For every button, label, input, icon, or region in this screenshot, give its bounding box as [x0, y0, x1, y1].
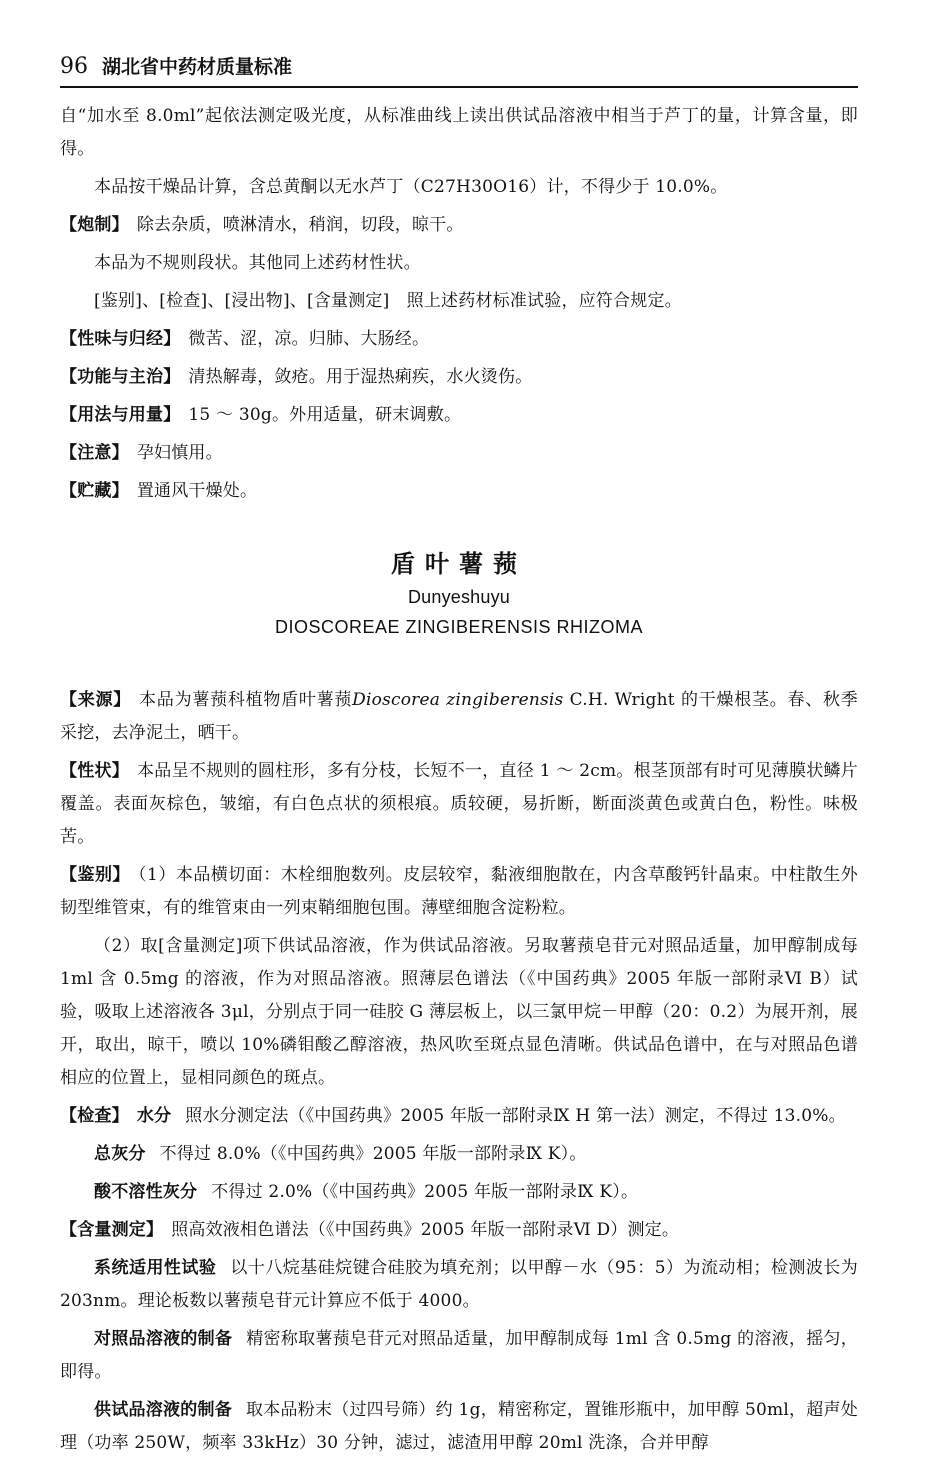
subsection-zonghui — [60, 1138, 858, 1171]
section-label: 【鉴别】 — [60, 865, 130, 885]
section-jiancha — [60, 1100, 858, 1133]
subsection-label: 对照品溶液的制备 — [94, 1329, 233, 1349]
monograph-pinyin: Dunyeshuyu — [407, 587, 511, 607]
section-text: 置通风干燥处。 — [136, 481, 258, 501]
page-number: 96 — [60, 54, 88, 79]
section-text: 清热解毒，敛疮。用于湿热痢疾，水火烫伤。 — [188, 367, 533, 387]
species-name: Dioscorea zingiberensis — [352, 690, 564, 710]
monograph-heading — [60, 546, 858, 642]
section-text: 除去杂质，喷淋清水，稍润，切段，晾干。 — [136, 215, 464, 235]
section-paozhi — [60, 209, 858, 242]
section-text: 取本品粉末（过四号筛）约 1g，精密称定，置锥形瓶中，加甲醇 50ml，超声处理（功率 250W，频率 33kHz）30 分钟，滤过，滤渣用甲醇 20ml 洗涤，合并甲醇 — [60, 1400, 858, 1453]
section-text: C.H. Wright 的干燥根茎。春、秋季采挖，去净泥土，晒干。 — [60, 690, 858, 743]
section-text: 精密称取薯蓣皂苷元对照品适量，加甲醇制成每 1ml 含 0.5mg 的溶液，摇匀，即得。 — [60, 1329, 858, 1382]
section-text: 不得过 2.0%（《中国药典》2005 年版一部附录Ⅸ K）。 — [211, 1182, 639, 1202]
book-title: 湖北省中药材质量标准 — [102, 56, 293, 78]
running-header — [60, 52, 858, 88]
body-text — [60, 100, 858, 1465]
section-label: 【来源】 — [60, 690, 132, 710]
section-label: 【含量测定】 — [60, 1220, 164, 1240]
continuation-paragraph — [60, 100, 858, 166]
section-text: 照高效液相色谱法（《中国药典》2005 年版一部附录Ⅵ D）测定。 — [171, 1220, 680, 1240]
section-label: 【性状】 — [60, 761, 130, 781]
section-yongfa — [60, 399, 858, 432]
section-zhuyi — [60, 437, 858, 470]
section-label: 【注意】 — [60, 443, 129, 463]
section-text: （2）取[含量测定]项下供试品溶液，作为供试品溶液。另取薯蓣皂苷元对照品适量，加甲醇制成每 1ml 含 0.5mg 的溶液，作为对照品溶液。照薄层色谱法（《中国药典》2005 年版一部附录Ⅵ B）试验，吸取上述溶液各 3μl，分别点于同一硅胶 G 薄层板上，以三氯甲烷－甲醇（20：0.2）为展开剂，展开，取出，晾干，喷以 10%磷钼酸乙醇溶液，热风吹至斑点显色清晰。供试品色谱中，在与对照品色谱相应的位置上，显相同颜色的斑点。 — [60, 936, 858, 1088]
section-text: 孕妇慎用。 — [136, 443, 223, 463]
section-text: 本品为薯蓣科植物盾叶薯蓣 — [139, 690, 353, 710]
paragraph-text: 自“加水至 8.0ml”起依法测定吸光度，从标准曲线上读出供试品溶液中相当于芦丁的量，计算含量，即得。 — [60, 106, 858, 159]
section-label: 【功能与主治】 — [60, 367, 181, 387]
section-xingwei — [60, 323, 858, 356]
section-xingzhuang — [60, 755, 858, 854]
jianbie-tlc-paragraph — [60, 930, 858, 1095]
section-text: 本品呈不规则的圆柱形，多有分枝，长短不一，直径 1 ～ 2cm。根茎顶部有时可见薄膜状鳞片覆盖。表面灰棕色，皱缩，有白色点状的须根痕。质较硬，易折断，断面淡黄色或黄白色，粉性。味极苦。 — [60, 761, 858, 847]
monograph-title: 盾叶薯蓣 — [391, 550, 527, 578]
section-label: 【用法与用量】 — [60, 405, 181, 425]
section-hanliang — [60, 1214, 858, 1247]
paragraph-text: 本品为不规则段状。其他同上述药材性状。 — [94, 253, 421, 273]
section-text: 微苦、涩，凉。归肺、大肠经。 — [188, 329, 430, 349]
section-text: 以十八烷基硅烷键合硅胶为填充剂；以甲醇－水（95：5）为流动相；检测波长为 203nm。理论板数以薯蓣皂苷元计算应不低于 4000。 — [60, 1258, 858, 1311]
section-jianbie — [60, 859, 858, 925]
section-label: 【炮制】 — [60, 215, 129, 235]
subsection-xitong — [60, 1252, 858, 1318]
section-laiyuan — [60, 684, 858, 750]
section-label: 【性味与归经】 — [60, 329, 181, 349]
paragraph-text: [鉴别]、[检查]、[浸出物]、[含量测定] 照上述药材标准试验，应符合规定。 — [94, 291, 682, 311]
subsection-gongshi — [60, 1394, 858, 1460]
subsection-label: 总灰分 — [94, 1144, 146, 1164]
section-text: 不得过 8.0%（《中国药典》2005 年版一部附录Ⅸ K）。 — [159, 1144, 587, 1164]
tests-reference-paragraph — [60, 285, 858, 318]
flavonoid-content-paragraph — [60, 171, 858, 204]
section-label: 【贮藏】 — [60, 481, 129, 501]
section-zhucang — [60, 475, 858, 508]
section-gongneng — [60, 361, 858, 394]
subsection-label: 供试品溶液的制备 — [94, 1400, 232, 1420]
processed-description-paragraph — [60, 247, 858, 280]
section-text: 15 ～ 30g。外用适量，研末调敷。 — [188, 405, 462, 425]
subsection-suanbu — [60, 1176, 858, 1209]
paragraph-text: 本品按干燥品计算，含总黄酮以无水芦丁（C27H30O16）计，不得少于 10.0%。 — [94, 177, 728, 197]
subsection-label: 酸不溶性灰分 — [94, 1182, 198, 1202]
section-text: 照水分测定法（《中国药典》2005 年版一部附录Ⅸ H 第一法）测定，不得过 13.0%。 — [185, 1106, 846, 1126]
subsection-duizhao — [60, 1323, 858, 1389]
section-text: （1）本品横切面：木栓细胞数列。皮层较窄，黏液细胞散在，内含草酸钙针晶束。中柱散生外韧型维管束，有的维管束由一列束鞘细胞包围。薄壁细胞含淀粉粒。 — [60, 865, 858, 918]
subsection-label: 水分 — [136, 1106, 172, 1126]
monograph-latin-name: DIOSCOREAE ZINGIBERENSIS RHIZOMA — [274, 617, 644, 637]
subsection-label: 系统适用性试验 — [94, 1258, 217, 1278]
section-label: 【检查】 — [60, 1106, 129, 1126]
